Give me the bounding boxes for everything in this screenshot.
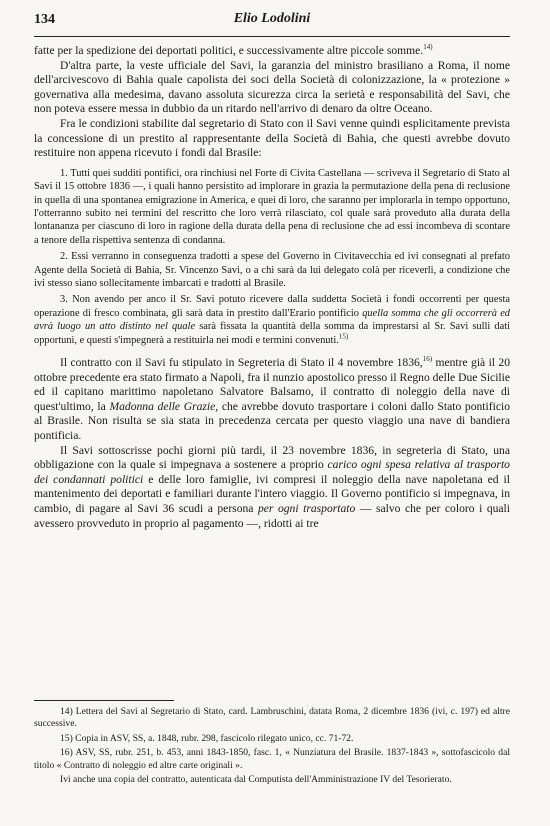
- paragraph-5-text: Il Savi sottoscrisse pochi giorni più tardi, il 23 novembre 1836, in segreteria di Stato, una obbligazione con la quale si impegnava a sostenere a proprio: [34, 443, 510, 472]
- paragraph-3: Fra le condizioni stabilite dal segretario di Stato con il Savi venne quindi esplicitamente prevista la concessione di un prestito al rappresentante della Società di Bahia, che questi avrebbe dovuto restituire non appena ricevuto i fondi dal Brasile:: [34, 116, 510, 160]
- paragraph-5-italic-1: carico ogni spesa relativa al trasporto dei condannati politici: [34, 458, 510, 486]
- paragraph-1-text: fatte per la spedizione dei deportati politici, e successivamente altre piccole somme.: [34, 44, 424, 57]
- quote-item-2: 2. Essi verranno in conseguenza tradotti a spese del Governo in Civitavecchia ed ivi consegnati al prefato Agente della Società di Bahia, Sr. Vincenzo Savi, o a chi sarà da lui delegato colà per riceverli, a condizione che ivi stesso siano sollecitamente imbarcati e tradotti al Brasile.: [34, 251, 510, 289]
- main-text: [34, 44, 510, 531]
- paragraph-5-text-mid: e delle loro famiglie, ivi compresi il noleggio della nave napoletana ed il mantenimento dei deportati e familiari durante l'intero viaggio. Il Governo pontificio si impegnava, in cambio, di pagare al Savi 36 scudi a persona: [34, 472, 510, 515]
- footnote-ref-15: 15): [338, 332, 349, 341]
- block-quote: [34, 167, 510, 347]
- footnote-ref-16: 16): [422, 355, 433, 364]
- paragraph-4-text-end: , che avrebbe dovuto trasportare i coloni dallo Stato pontificio al Brasile. Non risulta se sia stata in precedenza cercata per questo viaggio una nave di bandiera pontificia.: [34, 399, 510, 442]
- running-head: Elio Lodolini: [233, 11, 311, 26]
- paragraph-1: [34, 44, 510, 59]
- paragraph-4-text-mid: mentre già il 20 ottobre precedente era stato firmato a Napoli, fra il nunzio apostolico presso il Regno delle Due Sicilie ed il capitano marittimo napoletano Salvatore Balsamo, il contratto di noleggio della nave di quest'ultimo, la: [34, 356, 511, 413]
- footnote-ref-14: 14): [423, 43, 433, 52]
- quote-item-3-italic: quella somma che gli occorrerà ed avrà luogo un atto distinto nel quale: [34, 307, 511, 333]
- footnote-14: 14) Lettera del Savi al Segretario di Stato, card. Lambruschini, datata Roma, 2 dicembre 1836 (ivi, c. 197) ed altre successive.: [34, 706, 510, 730]
- quote-item-3: [34, 293, 510, 347]
- quote-item-3-text-end: sarà fissata la quantità della somma da imprestarsi al Sr. Savi sulli dati opportuni, e questi s'impegnerà a restituirla nei modi e termini convenuti.: [34, 321, 510, 346]
- page-header: [34, 8, 510, 37]
- footnote-16: 16) ASV, SS, rubr. 251, b. 453, anni 1843-1850, fasc. 1, « Nunziatura del Brasile. 1837-1843 », sottofascicolo dal titolo « Contratto di noleggio ed altre carte originali ».: [34, 747, 510, 771]
- page-number: 134: [34, 12, 55, 27]
- footnote-15: 15) Copia in ASV, SS, a. 1848, rubr. 298, fascicolo rilegato unico, cc. 71-72.: [60, 732, 354, 744]
- quote-item-1: 1. Tutti quei sudditi pontifici, ora rinchiusi nel Forte di Civita Castellana — scriveva il Segretario di Stato al Savi il 15 ottobre 1836 —, i quali hanno persistito ad implorare in grazia la permutazione della pena di reclusione in quella di una spontanea emigrazione in America, e quei di loro, che saranno per implorarla in tempo opportuno, l'otterranno subito nei termini del rescritto che loro verrà rilasciato, col quale sarà proveduto alla durata della lontananza per ciascuno di loro in ragione della durata della pena di reclusione che ad essi incombeva di scontare a tenore della rispettiva sentenza di condanna.: [34, 167, 510, 246]
- paragraph-2: D'altra parte, la veste ufficiale del Savi, la garanzia del ministro brasiliano a Roma, il nome dell'arcivescovo di Bahia quale capolista dei soci della Società di colonizzazione, la « protezione » governativa alla medesima, davano assoluta sicurezza circa la serietà e responsabilità del Savi, che non poteva essere messa in dubbio da un ritardo nell'arrivo di denaro da oltre Oceano.: [34, 58, 510, 116]
- footnote-divider: [34, 700, 174, 701]
- paragraph-4: [34, 356, 510, 444]
- paragraph-5-text-end: — salvo che per coloro i quali avessero provveduto in proprio al pagamento —, ridotti ai tre: [34, 501, 511, 530]
- paragraph-5-italic-2: per ogni trasportato: [257, 501, 356, 515]
- footnotes: [34, 706, 510, 788]
- paragraph-4-text: Il contratto con il Savi fu stipulato in Segreteria di Stato il 4 novembre 1836,: [60, 356, 423, 370]
- paragraph-5: [34, 444, 510, 532]
- ship-name: Madonna delle Grazie: [109, 399, 216, 413]
- footnote-16-continued: Ivi anche una copia del contratto, autenticata dal Computista dell'Amministrazione IV del Tesorierato.: [60, 774, 452, 786]
- quote-item-3-text: 3. Non avendo per anco il Sr. Savi potuto ricevere dalla suddetta Società i fondi occorrenti per questa operazione di fresco combinata, gli sarà data in prestito dall'Erario pontificio: [34, 294, 510, 319]
